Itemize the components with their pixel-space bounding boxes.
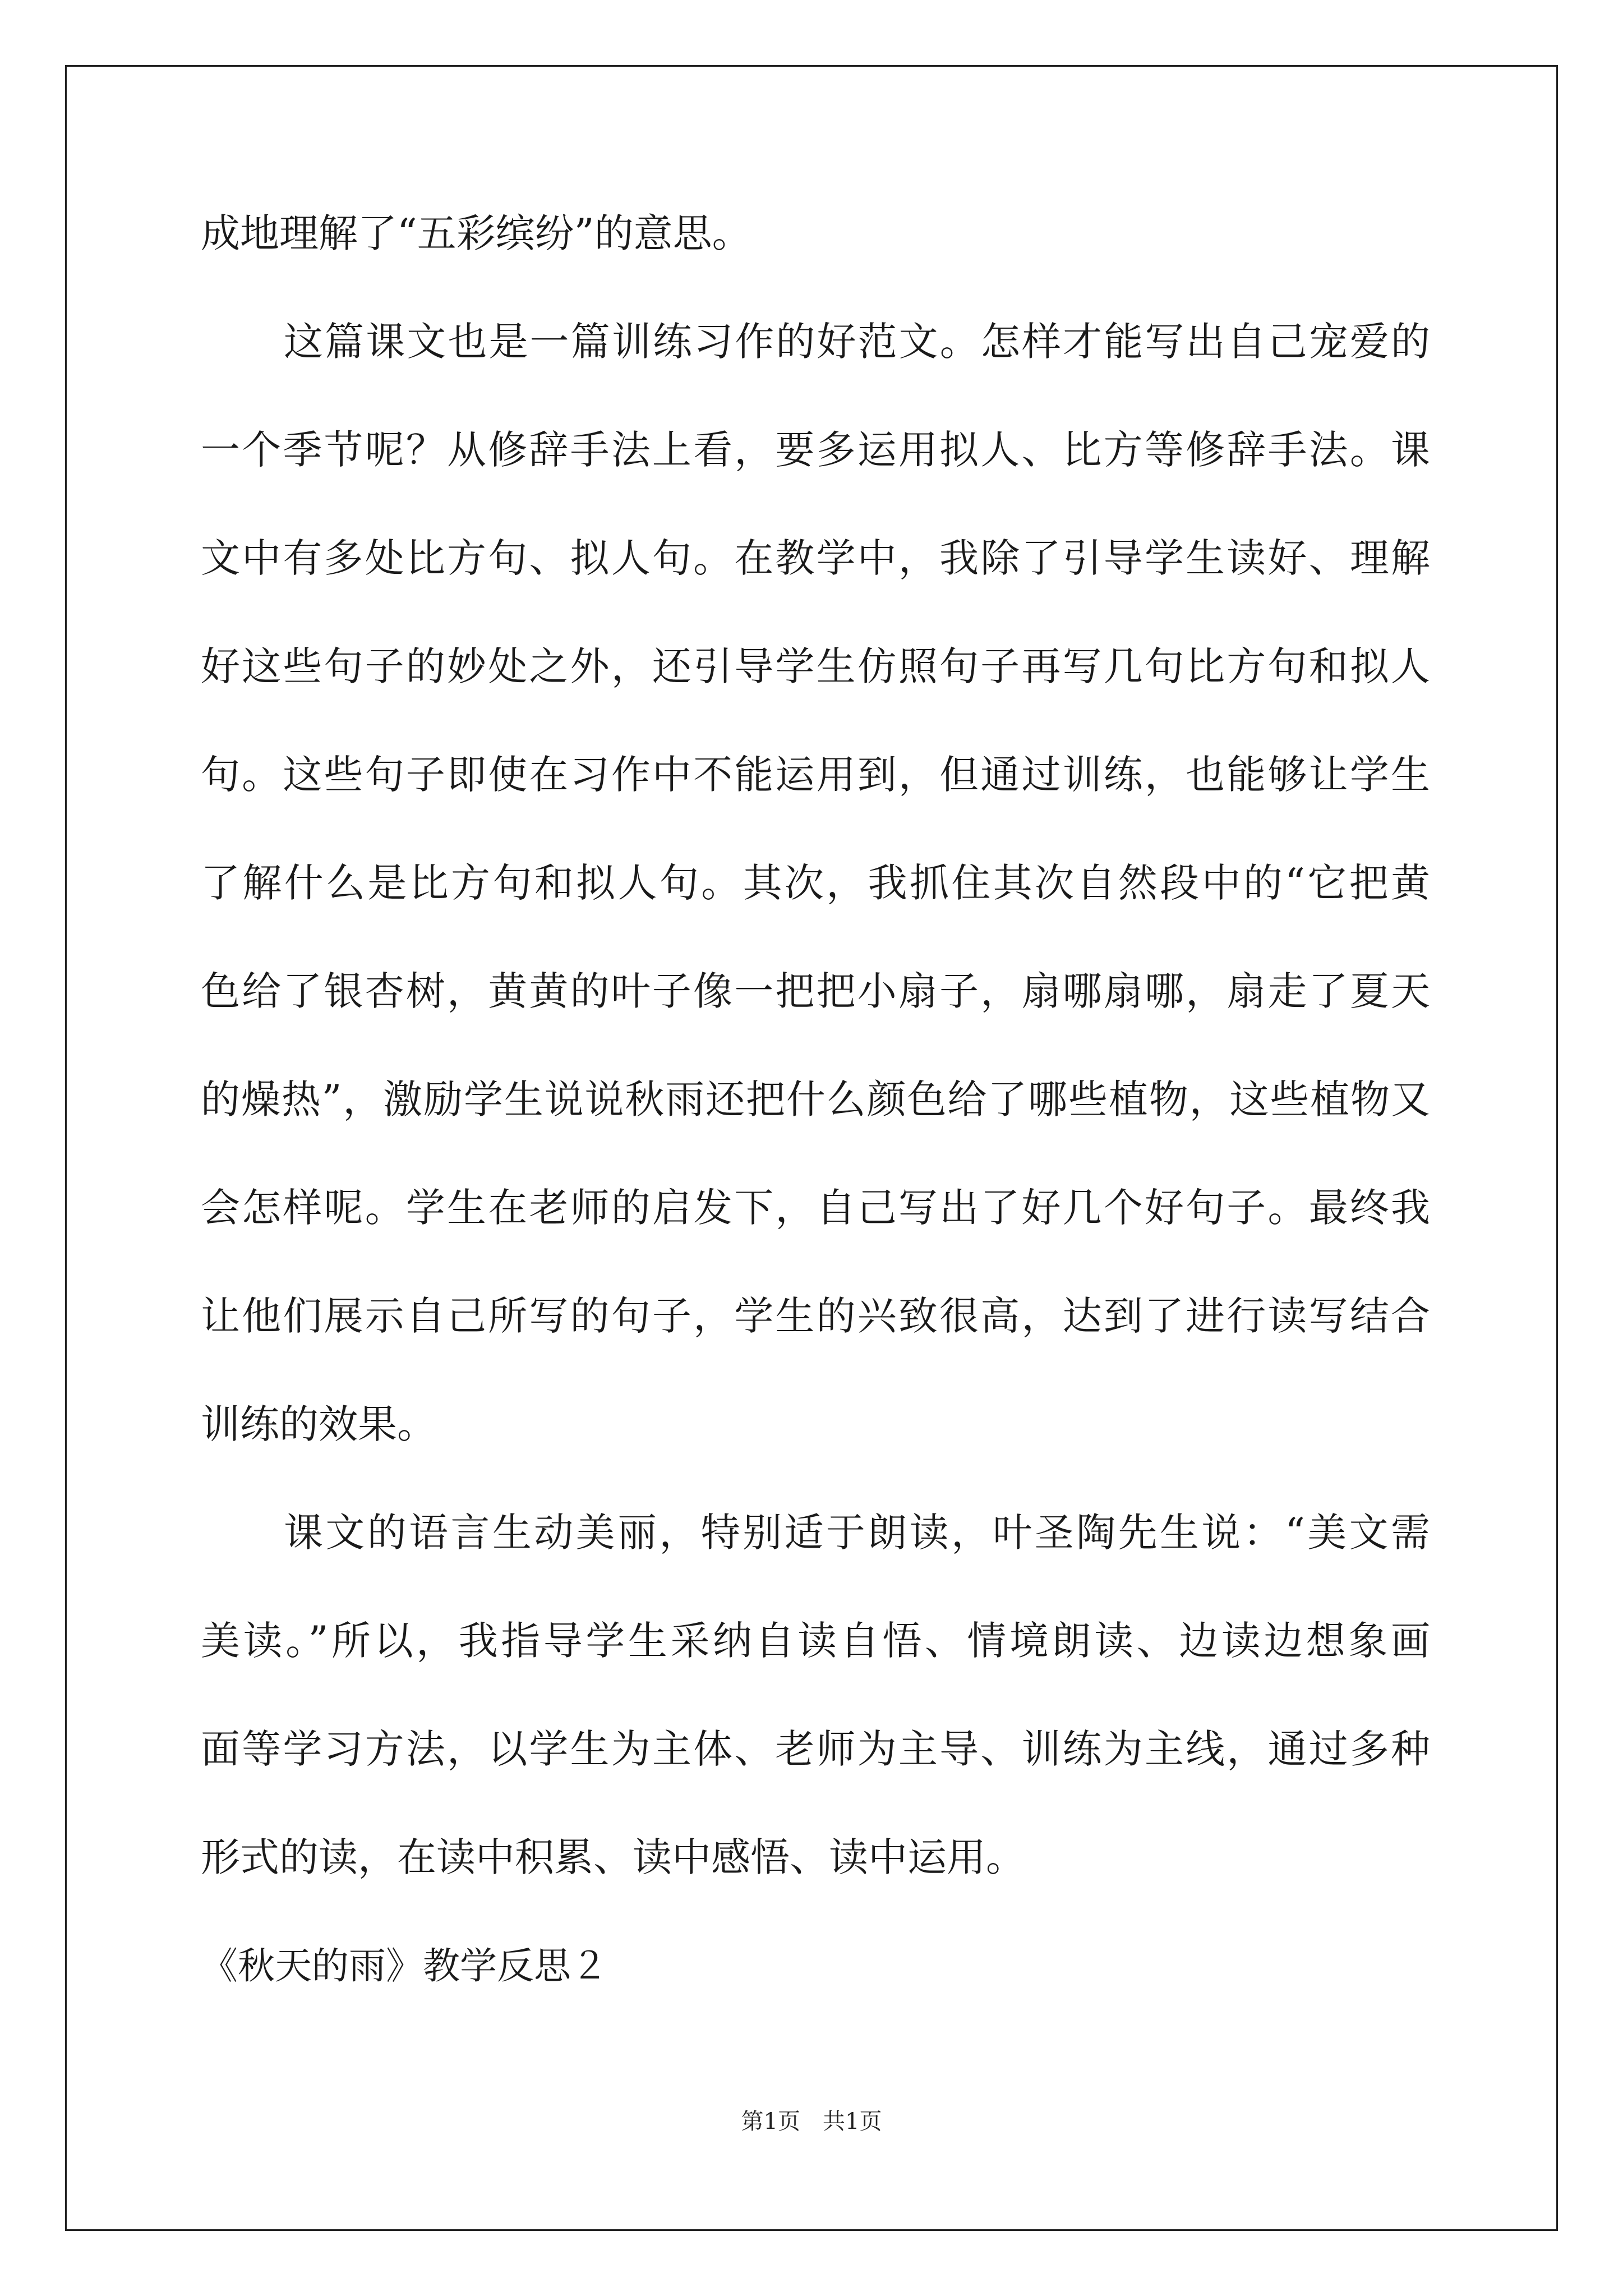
paragraph-2 (201, 288, 1430, 1479)
text-line: 让他们展示自己所写的句子，学生的兴致很高，达到了进行读写结合 (201, 1293, 1430, 1339)
text-line: 这篇课文也是一篇训练习作的好范文。怎样才能写出自己宠爱的 (284, 319, 1430, 365)
paragraph-3 (201, 1479, 1430, 1912)
text-line: 训练的效果。 (201, 1401, 436, 1447)
text-line: 的燥热”，激励学生说说秋雨还把什么颜色给了哪些植物，这些植物又 (201, 1076, 1430, 1122)
text-line: 成地理解了“五彩缤纷”的意思。 (201, 210, 751, 256)
text-line: 面等学习方法，以学生为主体、老师为主导、训练为主线，通过多种 (201, 1726, 1430, 1772)
text-line: 好这些句子的妙处之外，还引导学生仿照句子再写几句比方句和拟人 (201, 643, 1430, 689)
text-line: 美读。”所以，我指导学生采纳自读自悟、情境朗读、边读边想象画 (201, 1618, 1430, 1664)
text-line: 文中有多处比方句、拟人句。在教学中，我除了引导学生读好、理解 (201, 535, 1430, 581)
paragraph-1 (201, 180, 1430, 288)
page-total: 共1页 (823, 2109, 882, 2134)
text-line: 会怎样呢。学生在老师的启发下，自己写出了好几个好句子。最终我 (201, 1185, 1430, 1231)
text-line: 一个季节呢？从修辞手法上看，要多运用拟人、比方等修辞手法。课 (201, 427, 1430, 473)
text-line: 句。这些句子即使在习作中不能运用到，但通过训练，也能够让学生 (201, 752, 1430, 798)
text-line: 形式的读，在读中积累、读中感悟、读中运用。 (201, 1834, 1025, 1880)
section-heading: 《秋天的雨》教学反思２ (201, 1944, 608, 1987)
text-line: 了解什么是比方句和拟人句。其次，我抓住其次自然段中的“它把黄 (201, 860, 1430, 906)
document-body (201, 180, 1430, 2020)
text-line: 课文的语言生动美丽，特别适于朗读，叶圣陶先生说：“美文需 (284, 1510, 1430, 1556)
page-footer (0, 2105, 1623, 2138)
page-number: 第1页 (741, 2109, 800, 2134)
text-line: 色给了银杏树，黄黄的叶子像一把把小扇子，扇哪扇哪，扇走了夏天 (201, 968, 1430, 1014)
